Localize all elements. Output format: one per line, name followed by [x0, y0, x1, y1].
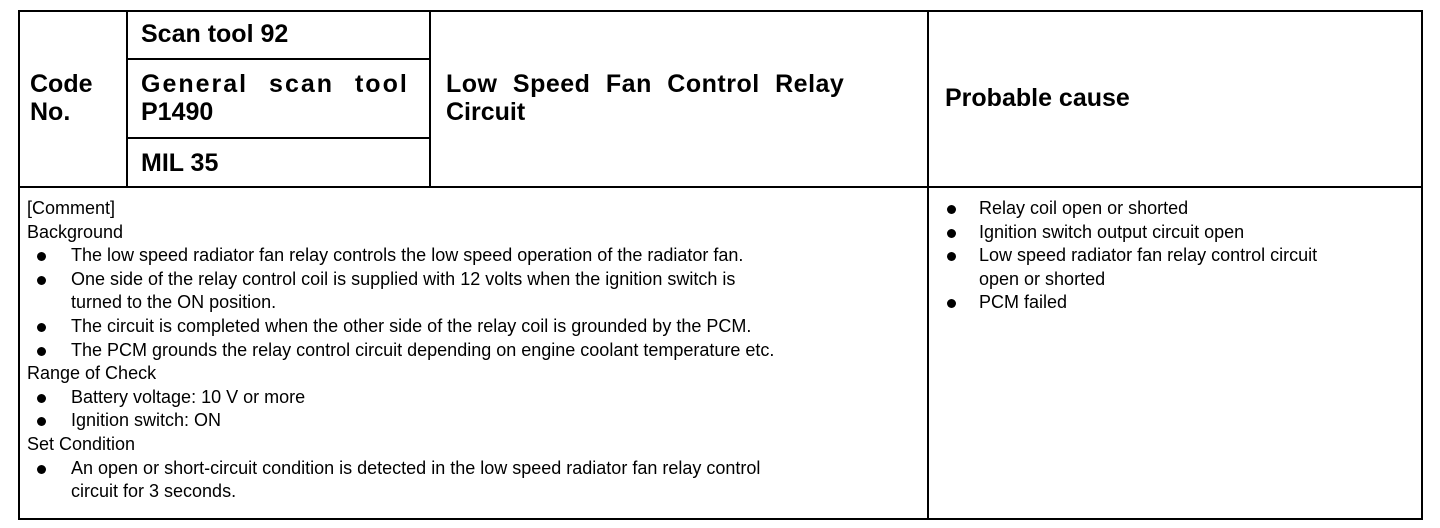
dtc-title-line: Low Speed Fan Control Relay — [446, 70, 845, 98]
divider-scan-92 — [126, 58, 431, 60]
general-scan-tool-label — [141, 70, 416, 126]
code-no-line: Code — [30, 70, 93, 98]
set-condition-item-text: An open or short-circuit condition is detected in the low speed radiator fan relay control — [71, 457, 761, 478]
background-item — [27, 339, 774, 363]
divider-header-body — [18, 186, 1423, 188]
cause-item-continuation: open or shorted — [979, 268, 1106, 289]
probable-cause-header — [945, 84, 1130, 112]
background-item-text: The low speed radiator fan relay controls the low speed operation of the radiator fan. — [71, 245, 744, 266]
dtc-title-line: Circuit — [446, 98, 526, 126]
range-item — [27, 386, 774, 410]
cause-item-text: Relay coil open or shorted — [979, 198, 1189, 218]
divider-general-scan — [126, 137, 431, 139]
dtc-title — [446, 70, 844, 126]
bullet-icon — [37, 323, 46, 332]
set-condition-item — [27, 457, 774, 481]
range-item-text: Ignition switch: ON — [71, 410, 222, 431]
cause-item-text: Ignition switch output circuit open — [979, 221, 1245, 242]
cause-item — [927, 221, 1317, 245]
mil-text: MIL 35 — [141, 149, 219, 177]
background-label: Background — [27, 221, 124, 242]
bullet-icon — [37, 394, 46, 403]
comment-section — [27, 197, 774, 504]
bullet-icon — [37, 465, 46, 474]
bullet-icon — [947, 205, 956, 214]
background-item-text: The PCM grounds the relay control circuit depending on engine coolant temperature etc. — [71, 339, 775, 360]
background-item — [27, 244, 774, 268]
bullet-icon — [37, 347, 46, 356]
code-no-line: No. — [30, 98, 71, 126]
cause-item — [927, 244, 1317, 268]
bullet-icon — [37, 252, 46, 261]
divider-code-col — [126, 10, 128, 188]
scan-tool-92-label — [141, 20, 288, 48]
comment-heading: [Comment] — [27, 198, 116, 218]
bullet-icon — [37, 276, 46, 285]
general-scan-tool-text: General scan tool — [141, 70, 409, 98]
range-item — [27, 409, 774, 433]
code-no-header — [30, 70, 93, 126]
divider-scan-col — [429, 10, 431, 188]
cause-item-text: PCM failed — [979, 292, 1068, 313]
background-item — [27, 315, 774, 339]
cause-item — [927, 197, 1317, 221]
background-item — [27, 268, 774, 292]
range-of-check-label: Range of Check — [27, 363, 157, 384]
scan-tool-92-text: Scan tool 92 — [141, 20, 289, 48]
bullet-icon — [947, 252, 956, 261]
background-item-text: One side of the relay control coil is supplied with 12 volts when the ignition switch is — [71, 268, 736, 289]
probable-cause-text: Probable cause — [945, 84, 1130, 112]
dtc-code-text: P1490 — [141, 98, 214, 126]
background-item-continuation: turned to the ON position. — [71, 292, 277, 313]
bullet-icon — [37, 417, 46, 426]
background-item-text: The circuit is completed when the other side of the relay coil is grounded by the PCM. — [71, 315, 752, 336]
set-condition-continuation: circuit for 3 seconds. — [71, 481, 237, 502]
probable-cause-list — [927, 197, 1317, 315]
cause-item-text: Low speed radiator fan relay control circuit — [979, 245, 1318, 266]
range-item-text: Battery voltage: 10 V or more — [71, 386, 306, 407]
cause-item — [927, 291, 1317, 315]
bullet-icon — [947, 299, 956, 308]
set-condition-label: Set Condition — [27, 433, 136, 454]
bullet-icon — [947, 229, 956, 238]
mil-label — [141, 149, 218, 177]
